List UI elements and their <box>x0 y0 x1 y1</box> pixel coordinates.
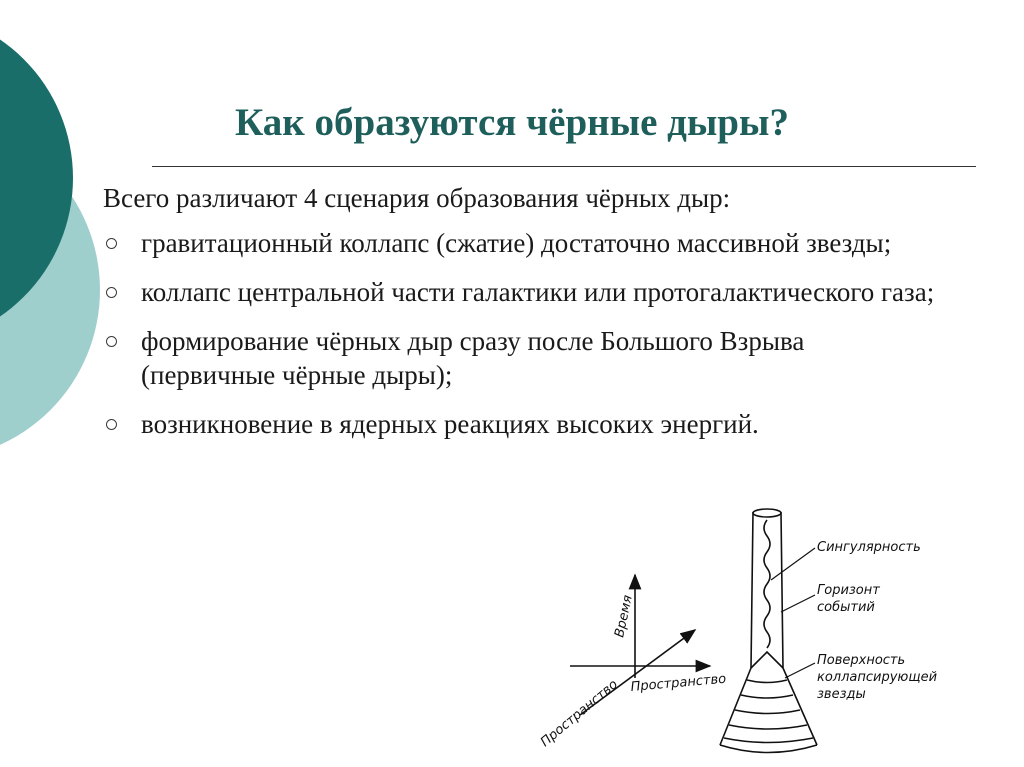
list-item <box>103 407 943 441</box>
surface-label: Поверхность <box>817 653 906 668</box>
space-axis-label-diagonal: Пространство <box>537 677 621 751</box>
surface-label-line2: коллапсирующей <box>817 670 938 685</box>
list-item-text: формирование чёрных дыр сразу после Большого Взрыва (первичные чёрные дыры); <box>141 326 805 390</box>
title-divider <box>152 166 976 167</box>
singularity-label: Сингулярность <box>817 540 921 555</box>
list-item-text: возникновение в ядерных реакциях высоких энергий. <box>141 409 759 439</box>
cone-base <box>720 745 817 753</box>
cone-apex <box>751 652 783 668</box>
circle-bullet-icon <box>106 336 117 347</box>
layer-line <box>741 695 793 698</box>
column-left-edge <box>751 512 753 668</box>
horizon-label: Горизонт <box>817 583 880 598</box>
list-item <box>103 226 943 260</box>
column-right-edge <box>781 512 783 668</box>
horizon-label-line2: событий <box>817 600 875 615</box>
circle-bullet-icon <box>106 419 117 430</box>
leader-line-singularity <box>771 548 815 580</box>
list-item-text: гравитационный коллапс (сжатие) достаточно массивной звезды; <box>141 228 892 258</box>
surface-label-line3: звезды <box>817 687 866 702</box>
layer-line <box>729 725 807 729</box>
column-top <box>753 509 781 517</box>
layer-line <box>735 710 800 714</box>
layer-line <box>747 680 787 683</box>
leader-line-horizon <box>781 595 815 612</box>
slide-title: Как образуются чёрные дыры? <box>235 101 789 144</box>
list-item <box>103 324 943 392</box>
space-axis-label: Пространство <box>630 671 727 695</box>
collapse-column <box>720 509 817 753</box>
circle-bullet-icon <box>106 287 117 298</box>
list-item-text: коллапс центральной части галактики или протогалактического газа; <box>141 277 935 307</box>
leader-line-surface <box>785 663 815 678</box>
intro-text: Всего различают 4 сценария образования чёрных дыр: <box>103 183 731 213</box>
cone-right <box>783 668 817 745</box>
singularity-worldline <box>764 520 770 648</box>
list-item <box>103 275 943 309</box>
layer-line <box>724 738 813 743</box>
scenario-list <box>103 226 943 456</box>
circle-bullet-icon <box>106 238 117 249</box>
time-axis-label: Время <box>612 593 636 639</box>
black-hole-diagram <box>525 500 965 762</box>
